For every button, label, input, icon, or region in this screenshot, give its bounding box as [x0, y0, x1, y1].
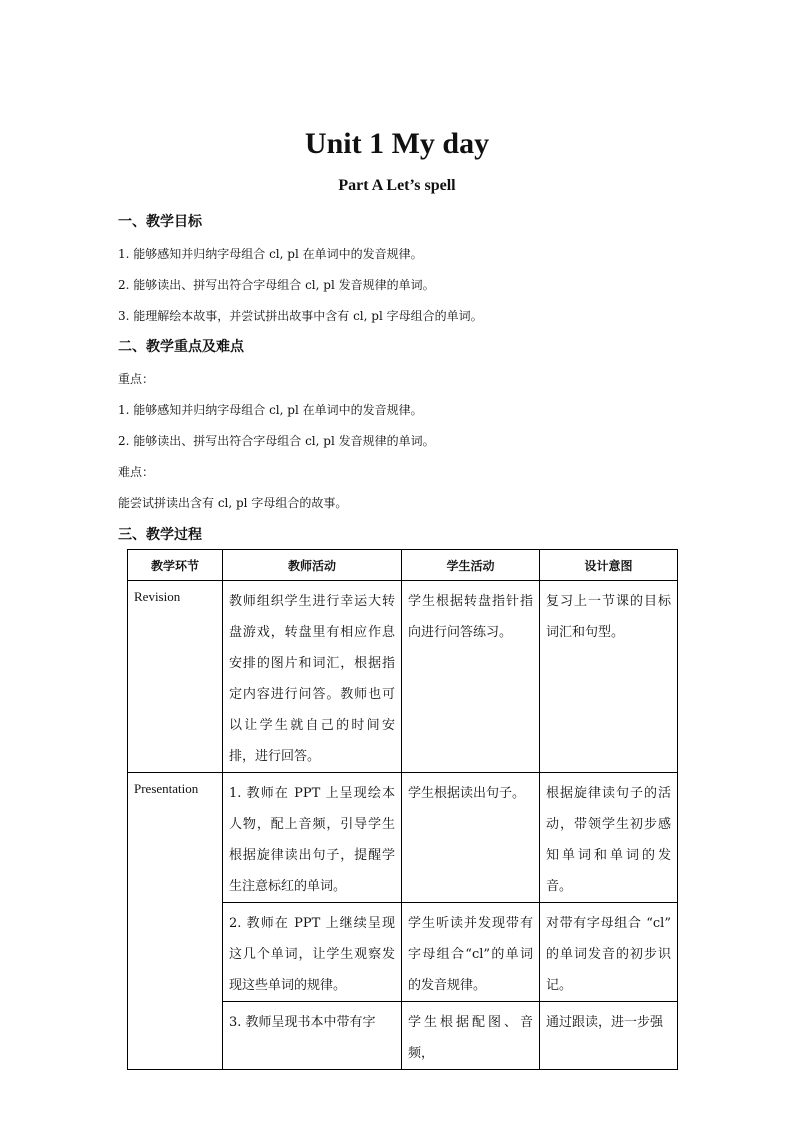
- key-points-label: 重点：: [118, 372, 155, 386]
- design-purpose-cell: 复习上一节课的目标词汇和句型。: [540, 581, 678, 773]
- student-activity-cell: 学生听读并发现带有字母组合“cl”的单词的发音规律。: [402, 903, 540, 1002]
- teaching-process-table: [127, 549, 678, 1070]
- teacher-activity-cell: 3. 教师呈现书本中带有字: [223, 1002, 402, 1070]
- header-stage: 教学环节: [128, 550, 223, 581]
- difficulty-text: 能尝试拼读出含有 cl, pl 字母组合的故事。: [118, 496, 348, 510]
- document-subtitle: Part A Let’s spell: [338, 177, 456, 194]
- design-purpose-cell: 对带有字母组合 “cl” 的单词发音的初步识记。: [540, 903, 678, 1002]
- header-student-activity: 学生活动: [402, 550, 540, 581]
- design-purpose-cell: 根据旋律读句子的活动，带领学生初步感知单词和单词的发音。: [540, 773, 678, 903]
- design-purpose-cell: 通过跟读，进一步强: [540, 1002, 678, 1070]
- objective-item: 2. 能够读出、拼写出符合字母组合 cl, pl 发音规律的单词。: [118, 278, 435, 292]
- section-heading-process: 三、教学过程: [118, 527, 202, 543]
- stage-cell: Presentation: [128, 773, 223, 1070]
- header-design-purpose: 设计意图: [540, 550, 678, 581]
- section-heading-objectives: 一、教学目标: [118, 214, 202, 230]
- table-row: [128, 773, 678, 903]
- teacher-activity-cell: 2. 教师在 PPT 上继续呈现这几个单词，让学生观察发现这些单词的规律。: [223, 903, 402, 1002]
- key-point-item: 1. 能够感知并归纳字母组合 cl, pl 在单词中的发音规律。: [118, 403, 423, 417]
- table-row: [128, 581, 678, 773]
- table-header-row: [128, 550, 678, 581]
- difficulty-label: 难点：: [118, 465, 155, 479]
- teacher-activity-cell: 教师组织学生进行幸运大转盘游戏，转盘里有相应作息安排的图片和词汇，根据指定内容进行问答。教师也可以让学生就自己的时间安排，进行回答。: [223, 581, 402, 773]
- teacher-activity-cell: 1. 教师在 PPT 上呈现绘本人物，配上音频，引导学生根据旋律读出句子，提醒学生注意标红的单词。: [223, 773, 402, 903]
- objective-item: 3. 能理解绘本故事，并尝试拼出故事中含有 cl, pl 字母组合的单词。: [118, 309, 483, 323]
- student-activity-cell: 学生根据读出句子。: [402, 773, 540, 903]
- student-activity-cell: 学生根据转盘指针指向进行问答练习。: [402, 581, 540, 773]
- key-point-item: 2. 能够读出、拼写出符合字母组合 cl, pl 发音规律的单词。: [118, 434, 435, 448]
- objective-item: 1. 能够感知并归纳字母组合 cl, pl 在单词中的发音规律。: [118, 247, 423, 261]
- section-heading-key-points: 二、教学重点及难点: [118, 339, 244, 355]
- stage-cell: Revision: [128, 581, 223, 773]
- header-teacher-activity: 教师活动: [223, 550, 402, 581]
- student-activity-cell: 学生根据配图、音频，: [402, 1002, 540, 1070]
- document-title: Unit 1 My day: [304, 127, 490, 160]
